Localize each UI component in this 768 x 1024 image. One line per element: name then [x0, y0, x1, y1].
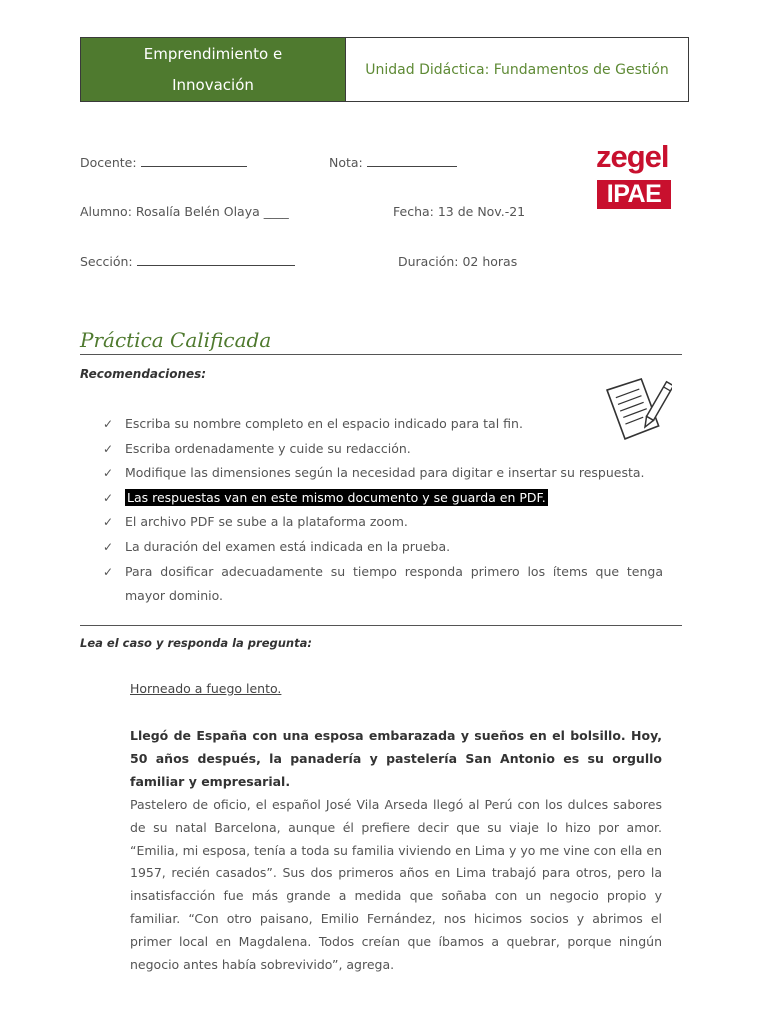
- course-name: [81, 38, 346, 101]
- zegel-logo: zegel: [596, 139, 669, 174]
- list-item: ✓ El archivo PDF se sube a la plataforma zoom.: [103, 510, 663, 535]
- list-item: ✓ La duración del examen está indicada en la prueba.: [103, 535, 663, 560]
- checkmark-icon: ✓: [103, 417, 114, 431]
- fecha-field: Fecha: 13 de Nov.-21: [393, 204, 526, 219]
- checkmark-icon: ✓: [103, 539, 114, 554]
- ipae-logo: IPAE: [597, 180, 671, 209]
- docente-field: [80, 155, 247, 170]
- nota-blank: [367, 165, 457, 167]
- story-title: [130, 681, 281, 696]
- recommendations-label: Recomendaciones:: [80, 367, 207, 381]
- course-header: [80, 37, 689, 102]
- recommendations-list: [103, 412, 663, 609]
- list-item: ✓ Escriba su nombre completo en el espacio indicado para tal fin.: [103, 412, 663, 437]
- story-body: Pastelero de oficio, el español José Vila Arseda llegó al Perú con los dulces sabores de su natal Barcelona, aunque él prefiere decir que su viaje lo hizo por amor. “Emilia, mi esposa, tenía a toda su familia viviendo en Lima y yo me vine con ella en 1957, recién casados”. Sus dos primeros años en Lima trabajó para otros, pero la insatisfacción fue más grande a medida que soñaba con un negocio propio y familiar. “Con otro paisano, Emilio Fernández, nos hicimos socios y abrimos el primer local en Magdalena. Todos creían que íbamos a quebrar, porque ningún negocio antes había sobrevivido”, agrega.: [130, 797, 662, 972]
- checkmark-icon: ✓: [103, 441, 114, 456]
- alumno-field: Alumno: Rosalía Belén Olaya ____: [80, 204, 289, 219]
- section-divider: [80, 625, 682, 626]
- story-lead: Llegó de España con una esposa embarazada y sueños en el bolsillo. Hoy, 50 años después, la panadería y pastelería San Antonio es su orgullo familiar y empresarial.: [130, 728, 662, 789]
- docente-blank: [141, 165, 247, 167]
- story-title-end: .: [277, 681, 282, 696]
- unit-title: Unidad Didáctica: Fundamentos de Gestión: [365, 61, 669, 78]
- course-name-line1: Emprendimiento e: [143, 44, 283, 63]
- nota-field: [329, 155, 457, 170]
- duracion-field: Duración: 02 horas: [398, 254, 518, 269]
- seccion-field: [80, 254, 295, 269]
- seccion-blank: [137, 264, 295, 266]
- checkmark-icon: ✓: [103, 490, 114, 505]
- checkmark-icon: ✓: [103, 466, 114, 481]
- title-divider: [80, 354, 682, 355]
- list-item: ✓ Modifique las dimensiones según la necesidad para digitar e insertar su respuesta.: [103, 461, 663, 486]
- docente-label: Docente:: [80, 155, 137, 170]
- instruction-text: Lea el caso y responda la pregunta:: [80, 636, 312, 650]
- course-name-line2: Innovación: [172, 75, 254, 94]
- list-item: ✓ Escriba ordenadamente y cuide su redacción.: [103, 437, 663, 462]
- seccion-label: Sección:: [80, 254, 133, 269]
- checkmark-icon: ✓: [103, 515, 114, 530]
- list-item: ✓ Para dosificar adecuadamente su tiempo responda primero los ítems que tenga mayor dominio.: [103, 560, 663, 609]
- checkmark-icon: ✓: [103, 564, 114, 579]
- page-title: Práctica Calificada: [80, 328, 272, 352]
- story-title-text: Horneado a fuego lento: [130, 681, 278, 696]
- list-item: [103, 486, 663, 511]
- nota-label: Nota:: [329, 155, 363, 170]
- highlighted-text: Las respuestas van en este mismo documento y se guarda en PDF.: [127, 489, 546, 505]
